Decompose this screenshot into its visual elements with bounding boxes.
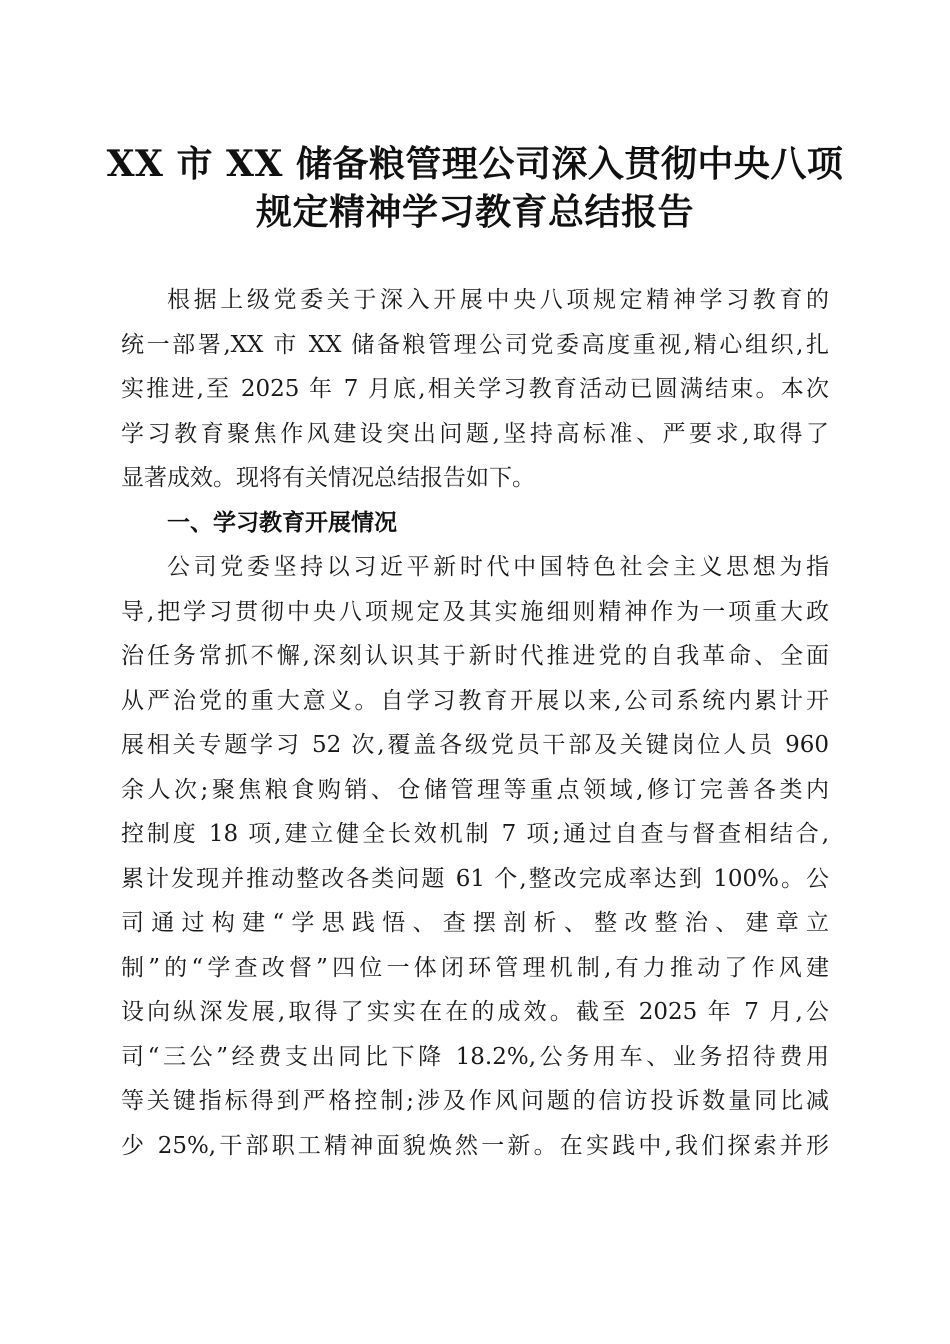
paragraph-line: 导,把学习贯彻中央八项规定及其实施细则精神作为一项重大政 [121,598,829,625]
paragraph-line: 控制度 18 项,建立健全长效机制 7 项;通过自查与督查相结合, [121,821,829,847]
paragraph-line: 学习教育聚焦作风建设突出问题,坚持高标准、严要求,取得了 [121,420,829,447]
paragraph-line: 根据上级党委关于深入开展中央八项规定精神学习教育的 [167,287,829,313]
paragraph-line: 等关键指标得到严格控制;涉及作风问题的信访投诉数量同比减 [121,1088,829,1114]
paragraph-line: 展相关专题学习 52 次,覆盖各级党员干部及关键岗位人员 960 [121,732,829,758]
paragraph-line: 余人次;聚焦粮食购销、仓储管理等重点领域,修订完善各类内 [121,776,829,803]
section-paragraph [121,545,829,1168]
paragraph-line: 制”的“学查改督”四位一体闭环管理机制,有力推动了作风建 [121,954,829,981]
document-title [100,140,850,236]
title-line: 规定精神学习教育总结报告 [255,191,694,233]
section-heading: 一、学习教育开展情况 [167,509,397,536]
intro-paragraph [121,278,829,501]
title-line: XX 市 XX 储备粮管理公司深入贯彻中央八项 [106,143,844,185]
paragraph-line: 累计发现并推动整改各类问题 61 个,整改完成率达到 100%。公 [121,865,829,892]
paragraph-line: 司“三公”经费支出同比下降 18.2%,公务用车、业务招待费用 [121,1043,829,1070]
paragraph-line: 少 25%,干部职工精神面貌焕然一新。在实践中,我们探索并形 [121,1132,829,1159]
paragraph-line: 实推进,至 2025 年 7 月底,相关学习教育活动已圆满结束。本次 [121,376,829,402]
paragraph-line: 司通过构建“学思践悟、查摆剖析、整改整治、建章立 [121,910,829,936]
paragraph-line: 治任务常抓不懈,深刻认识其于新时代推进党的自我革命、全面 [121,643,829,669]
document-body [121,278,829,1168]
paragraph-line: 统一部署,XX 市 XX 储备粮管理公司党委高度重视,精心组织,扎 [121,331,829,358]
paragraph-line: 显著成效。现将有关情况总结报告如下。 [121,465,535,491]
paragraph-line: 设向纵深发展,取得了实实在在的成效。截至 2025 年 7 月,公 [121,999,829,1025]
paragraph-line: 从严治党的重大意义。自学习教育开展以来,公司系统内累计开 [121,687,829,714]
paragraph-line: 公司党委坚持以习近平新时代中国特色社会主义思想为指 [167,554,829,580]
